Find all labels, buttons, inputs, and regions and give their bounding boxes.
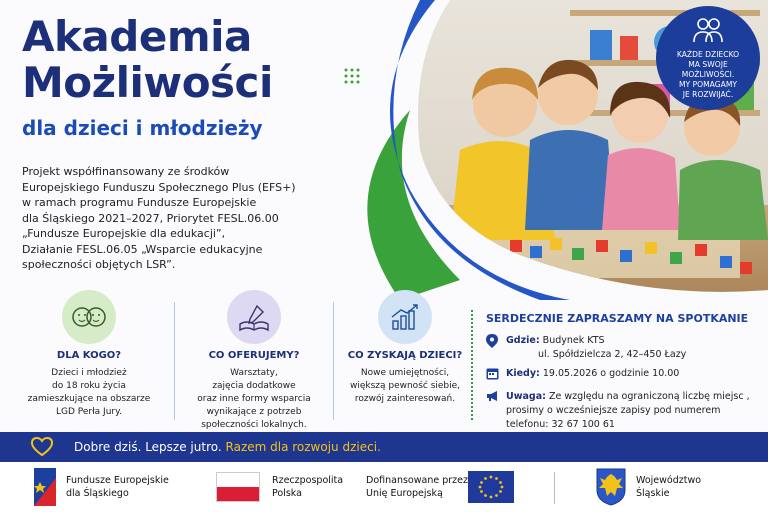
kids-faces-icon	[62, 290, 116, 344]
intro-line: „Fundusze Europejskie dla edukacji”,	[22, 227, 226, 240]
column-line: zamieszkujące na obszarze	[27, 394, 151, 404]
silesia-coat-of-arms	[596, 468, 626, 506]
fe-line-1: Fundusze Europejskie	[66, 475, 169, 486]
slogan-text	[74, 440, 381, 454]
column-line: Nowe umiejętności,	[360, 368, 450, 378]
eu-line-1: Dofinansowane przez	[366, 475, 468, 486]
note-label: Uwaga:	[506, 391, 546, 402]
funding-logos-bar	[0, 462, 768, 512]
badge-line: KAŻDE DZIECKO	[676, 50, 740, 59]
intro-line: Działanie FESL.06.05 „Wsparcie edukacyjne	[22, 242, 263, 256]
location-pin-icon	[486, 334, 498, 348]
column-line: rozwój zainteresowań.	[354, 394, 456, 404]
calendar-icon	[486, 367, 499, 380]
divider	[174, 302, 175, 420]
badge-line: JE ROZWIJAĆ.	[682, 90, 734, 99]
note-row	[486, 390, 750, 432]
column-text	[184, 367, 324, 432]
badge-line: MY POMAGAMY	[678, 80, 738, 89]
ws-line-2: Śląskie	[636, 488, 670, 499]
where-line-1: Budynek KTS	[542, 335, 605, 346]
intro-line: Projekt współfinansowany ze środków	[22, 165, 230, 178]
people-icon	[692, 16, 724, 44]
badge-line: MA SWOJE	[688, 60, 728, 69]
column-line: większą pewność siebie,	[349, 381, 461, 391]
note-line-2: prosimy o wcześniejsze zapisy pod numerem	[506, 405, 721, 416]
info-column-benefits	[340, 290, 470, 406]
subtitle: dla dzieci i młodzieży	[22, 116, 263, 140]
column-heading: CO ZYSKAJĄ DZIECI?	[347, 350, 463, 361]
megaphone-icon	[486, 390, 499, 402]
info-column-who	[14, 290, 164, 419]
polish-flag	[216, 472, 260, 502]
where-label: Gdzie:	[506, 335, 540, 346]
location-row	[486, 334, 686, 362]
column-heading: DLA KOGO?	[56, 350, 122, 361]
footer-separator	[554, 472, 555, 504]
date-row	[486, 367, 679, 381]
column-line: społeczności lokalnych.	[201, 420, 307, 430]
motto-badge	[656, 6, 760, 110]
growth-chart-icon	[378, 290, 432, 344]
fe-line-2: dla Śląskiego	[66, 488, 129, 499]
column-line: Dzieci i młodzież	[51, 368, 127, 378]
column-line: Warsztaty,	[230, 368, 278, 378]
intro-line: Europejskiego Funduszu Społecznego Plus (EFS+)	[22, 180, 296, 194]
intro-line: w ramach programu Fundusze Europejskie	[22, 196, 257, 209]
column-heading: CO OFERUJEMY?	[208, 350, 300, 361]
ws-line-1: Województwo	[636, 475, 702, 486]
book-pencil-icon	[227, 290, 281, 344]
where-line-2: ul. Spółdzielcza 2, 42–450 Łazy	[538, 349, 687, 360]
title-line-1: Akademia	[22, 12, 252, 61]
eu-flag	[468, 471, 514, 503]
slogan-part-1: Dobre dziś. Lepsze jutro.	[74, 440, 222, 454]
european-funds-logo	[34, 468, 56, 506]
note-line-3: telefonu: 32 67 100 61	[506, 419, 615, 430]
column-text	[340, 367, 470, 406]
divider	[333, 302, 334, 420]
heart-icon	[30, 437, 54, 457]
intro-text	[22, 164, 322, 273]
silesia-text	[636, 474, 701, 500]
column-line: zajęcia dodatkowe	[212, 381, 296, 391]
dotted-divider	[471, 310, 473, 420]
intro-line: społeczności objętych LSR”.	[22, 258, 176, 271]
slogan-part-2: Razem dla rozwoju dzieci.	[225, 440, 381, 454]
poland-text	[272, 474, 343, 500]
column-line: do 18 roku życia	[52, 381, 126, 391]
badge-text	[664, 50, 752, 100]
column-line: oraz inne formy wsparcia	[197, 394, 311, 404]
column-text	[14, 367, 164, 419]
column-line: wynikające z potrzeb	[206, 407, 302, 417]
rp-line-2: Polska	[272, 488, 302, 499]
european-funds-text	[66, 474, 169, 500]
rp-line-1: Rzeczpospolita	[272, 475, 344, 486]
slogan-band	[0, 432, 768, 462]
eu-cofunded-text	[366, 474, 468, 500]
eu-line-2: Unię Europejską	[366, 488, 443, 499]
title-line-2: Możliwości	[22, 58, 273, 107]
badge-line: MOŻLIWOŚCI.	[681, 70, 735, 79]
when-label: Kiedy:	[506, 368, 540, 379]
note-line-1: Ze względu na ograniczoną liczbę miejsc ,	[548, 391, 750, 402]
when-value: 19.05.2026 o godzinie 10.00	[542, 368, 680, 379]
invitation-heading: SERDECZNIE ZAPRASZAMY NA SPOTKANIE	[486, 312, 749, 325]
intro-line: dla Śląskiego 2021–2027, Priorytet FESL.06.00	[22, 211, 279, 225]
info-column-offer	[184, 290, 324, 432]
column-line: LGD Perła Jury.	[55, 407, 123, 417]
